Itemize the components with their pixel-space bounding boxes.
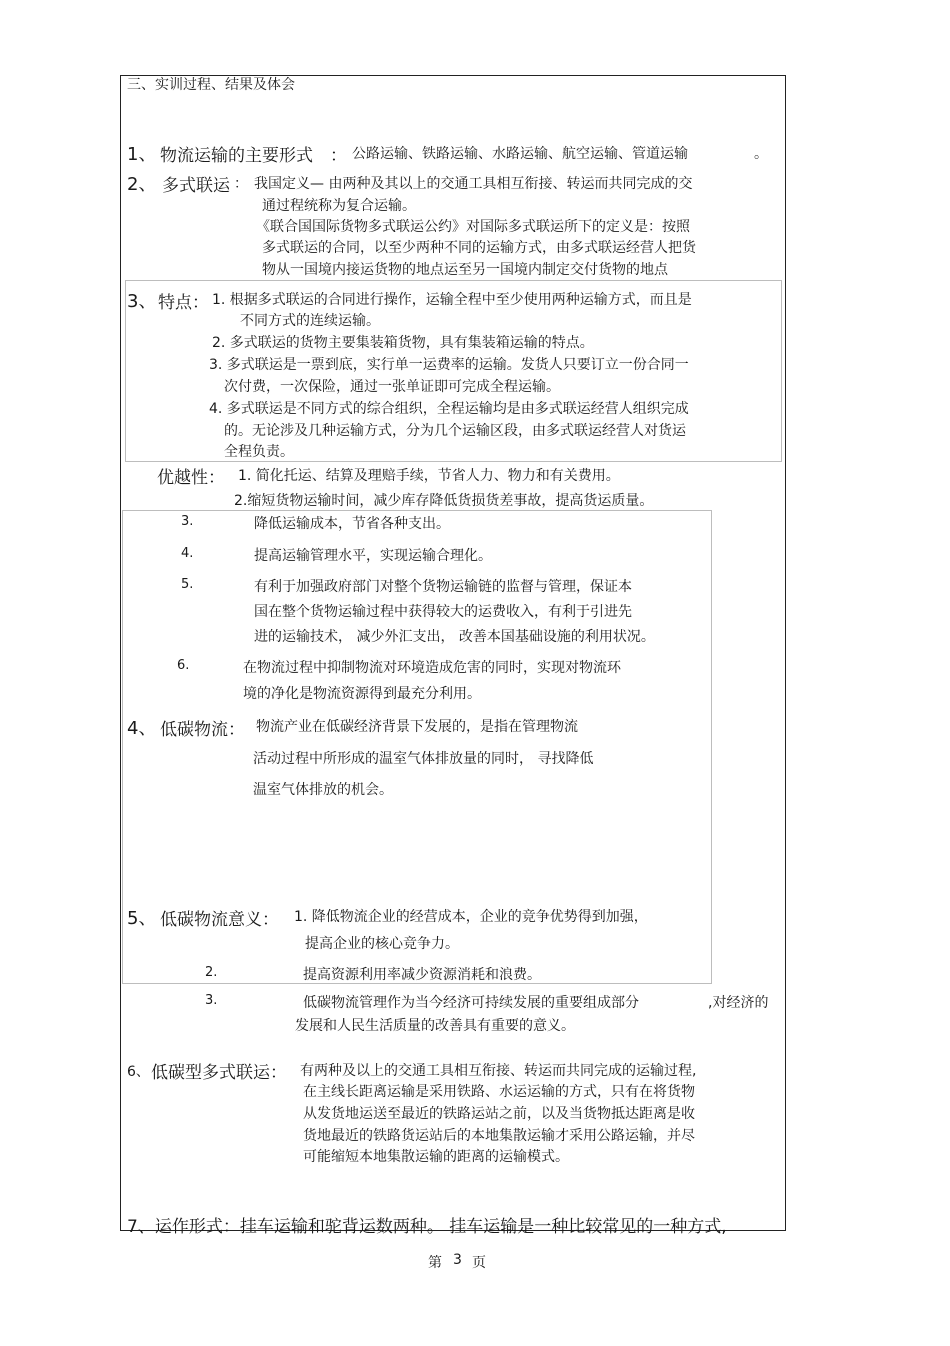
item5-sub-tail: ,对经济的 <box>708 995 769 1011</box>
item3-line: 的。无论涉及几种运输方式，分为几个运输区段，由多式联运经营人对货运 <box>224 423 686 439</box>
item1-colon: ： <box>330 146 347 166</box>
advantage-text: 提高运输管理水平，实现运输合理化。 <box>254 548 492 564</box>
item4-line: 活动过程中所形成的温室气体排放量的同时， 寻找降低 <box>253 751 594 767</box>
item5-sub-number: 2. <box>205 965 218 980</box>
item3-line: 1. 根据多式联运的合同进行操作，运输全程中至少使用两种运输方式，而且是 <box>212 292 692 308</box>
advantage-text: 进的运输技术， 减少外汇支出， 改善本国基础设施的利用状况。 <box>254 629 655 645</box>
item5-sub-text: 发展和人民生活质量的改善具有重要的意义。 <box>295 1018 575 1034</box>
frame-right-line <box>785 75 786 1231</box>
item2-line: 《联合国国际货物多式联运公约》对国际多式联运所下的定义是：按照 <box>256 219 690 235</box>
advantage-number: 3. <box>181 514 194 529</box>
footer-page-prefix: 第 <box>428 1255 442 1271</box>
item4-heading: 低碳物流： <box>160 720 245 740</box>
item5-sub-text: 低碳物流管理作为当今经济可持续发展的重要组成部分 <box>303 995 639 1011</box>
item3-line: 3. 多式联运是一票到底，实行单一运费率的运输。发货人只要订立一份合同一 <box>209 357 689 373</box>
item6-number: 6、 <box>127 1064 150 1080</box>
item2-colon: ： <box>234 176 248 192</box>
advantages-heading: 优越性： <box>157 468 225 488</box>
item6-line: 从发货地运送至最近的铁路运站之前，以及当货物抵达距离是收 <box>303 1106 695 1122</box>
advantage-text: 在物流过程中抑制物流对环境造成危害的同时，实现对物流环 <box>243 660 621 676</box>
advantage-number: 6. <box>177 658 190 673</box>
item5-sub-text: 提高资源利用率减少资源消耗和浪费。 <box>303 967 541 983</box>
item1-text: 公路运输、铁路运输、水路运输、航空运输、管道运输 <box>352 146 688 162</box>
item2-heading: 多式联运 <box>162 176 230 196</box>
item4-number: 4、 <box>127 718 157 739</box>
item5-line: 1. 降低物流企业的经营成本，企业的竞争优势得到加强， <box>294 909 648 925</box>
item3-line: 次付费，一次保险，通过一张单证即可完成全程运输。 <box>224 379 560 395</box>
item3-number: 3、 <box>127 291 157 312</box>
footer-page-number: 3 <box>453 1252 462 1268</box>
item2-line: 我国定义— 由两种及其以上的交通工具相互衔接、转运而共同完成的交 <box>254 176 693 192</box>
advantage-text: 国在整个货物运输过程中获得较大的运费收入，有利于引进先 <box>254 604 632 620</box>
item3-line: 不同方式的连续运输。 <box>240 313 380 329</box>
item5-line: 提高企业的核心竞争力。 <box>305 936 459 952</box>
item6-line: 可能缩短本地集散运输的距离的运输模式。 <box>303 1149 569 1165</box>
advantage-number: 5. <box>181 577 194 592</box>
item6-line: 货地最近的铁路货运站后的本地集散运输才采用公路运输，并尽 <box>303 1128 695 1144</box>
item1-number: 1、 <box>127 144 157 165</box>
frame-left-line <box>120 75 121 1231</box>
advantages-line: 2.缩短货物运输时间，减少库存降低货损货差事故，提高货运质量。 <box>234 493 654 509</box>
item3-heading: 特点： <box>158 293 209 313</box>
item6-heading: 低碳型多式联运： <box>151 1063 287 1083</box>
advantage-text: 境的净化是物流资源得到最充分利用。 <box>243 686 481 702</box>
footer-page-suffix: 页 <box>472 1255 486 1271</box>
item1-heading: 物流运输的主要形式 <box>160 146 313 166</box>
item6-line: 在主线长距离运输是采用铁路、水运运输的方式，只有在将货物 <box>303 1084 695 1100</box>
item7-text: 7、运作形式：挂车运输和驼背运数两种。 挂车运输是一种比较常见的一种方式, <box>127 1217 727 1237</box>
section-title: 三、实训过程、结果及体会 <box>127 77 295 93</box>
item2-line: 多式联运的合同，以至少两种不同的运输方式，由多式联运经营人把货 <box>262 240 696 256</box>
item3-line: 全程负责。 <box>224 444 294 460</box>
item3-line: 2. 多式联运的货物主要集装箱货物，具有集装箱运输的特点。 <box>212 335 594 351</box>
advantage-text: 有利于加强政府部门对整个货物运输链的监督与管理，保证本 <box>254 579 632 595</box>
advantages-line: 1. 简化托运、结算及理赔手续，节省人力、物力和有关费用。 <box>238 468 620 484</box>
advantage-number: 4. <box>181 546 194 561</box>
item5-number: 5、 <box>127 908 157 929</box>
item3-line: 4. 多式联运是不同方式的综合组织，全程运输均是由多式联运经营人组织完成 <box>209 401 689 417</box>
item2-line: 通过程统称为复合运输。 <box>262 198 416 214</box>
item5-sub-number: 3. <box>205 993 218 1008</box>
item4-line: 物流产业在低碳经济背景下发展的，是指在管理物流 <box>256 719 578 735</box>
item6-line: 有两种及以上的交通工具相互衔接、转运而共同完成的运输过程, <box>300 1063 697 1079</box>
item5-heading: 低碳物流意义： <box>160 910 279 930</box>
item4-line: 温室气体排放的机会。 <box>253 782 393 798</box>
advantage-text: 降低运输成本，节省各种支出。 <box>254 516 450 532</box>
item1-end: 。 <box>754 146 768 162</box>
item2-number: 2、 <box>127 174 157 195</box>
item2-line: 物从一国境内接运货物的地点运至另一国境内制定交付货物的地点 <box>262 262 668 278</box>
